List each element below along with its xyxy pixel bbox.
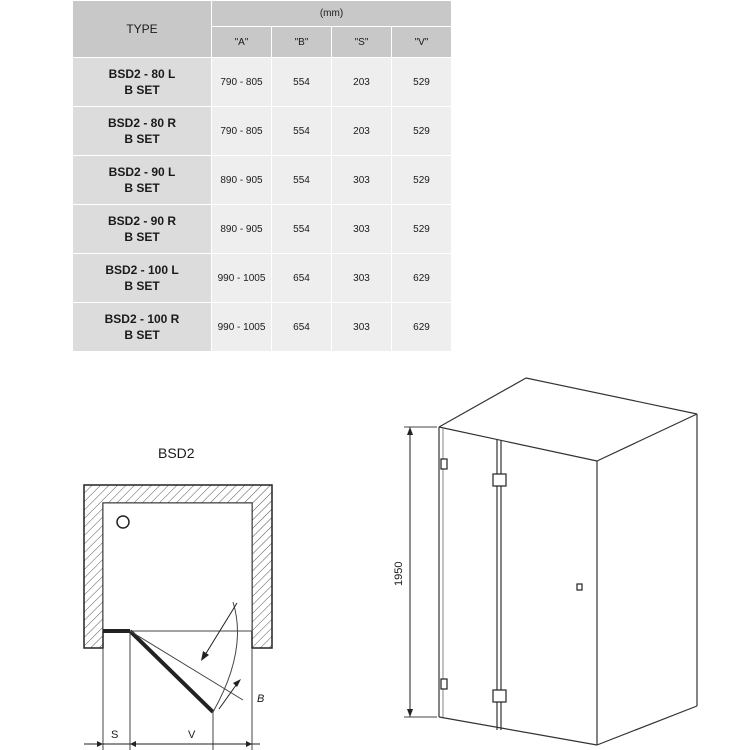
- dimension-s-arrow: [97, 741, 103, 747]
- value-s: 303: [332, 303, 392, 352]
- dimension-height-arrow: [407, 427, 413, 435]
- type-code: BSD2 - 80 L: [108, 67, 176, 81]
- dimension-v-arrow: [246, 741, 252, 747]
- elevation-view: [393, 378, 697, 745]
- type-set: B SET: [124, 132, 160, 146]
- type-code: BSD2 - 100 L: [105, 263, 179, 277]
- dimension-s-label: S: [111, 729, 119, 741]
- type-code: BSD2 - 90 L: [108, 165, 176, 179]
- value-a: 890 - 905: [212, 156, 272, 205]
- hinge-icon: [493, 690, 506, 702]
- type-set: B SET: [124, 181, 160, 195]
- plan-view: [84, 445, 272, 750]
- dimension-height-label: 1950: [393, 561, 405, 586]
- frame-edge: [439, 427, 597, 461]
- type-set: B SET: [124, 230, 160, 244]
- value-a: 790 - 805: [212, 107, 272, 156]
- value-b: 554: [272, 58, 332, 107]
- frame-edge: [597, 414, 697, 461]
- value-b: 654: [272, 254, 332, 303]
- type-code: BSD2 - 80 R: [107, 116, 177, 130]
- frame-edge: [597, 706, 697, 745]
- value-s: 303: [332, 254, 392, 303]
- column-header-s: "S": [332, 27, 392, 58]
- dimension-b-label: B: [257, 693, 265, 705]
- drain-icon: [117, 516, 129, 528]
- dimension-s-arrow: [130, 741, 136, 747]
- value-v: 529: [392, 156, 452, 205]
- door-handle-icon: [577, 584, 582, 590]
- unit-header: (mm): [212, 1, 452, 27]
- value-b: 554: [272, 205, 332, 254]
- plan-title: BSD2: [158, 445, 195, 461]
- column-header-a: "A": [212, 27, 272, 58]
- value-s: 303: [332, 156, 392, 205]
- value-v: 629: [392, 254, 452, 303]
- value-b: 554: [272, 107, 332, 156]
- value-v: 529: [392, 205, 452, 254]
- column-header-v: "V": [392, 27, 452, 58]
- value-a: 990 - 1005: [212, 254, 272, 303]
- swing-reference-line: [130, 631, 243, 700]
- frame-edge: [439, 717, 597, 745]
- door-leaf: [130, 631, 213, 712]
- dimension-height-arrow: [407, 709, 413, 717]
- value-b: 654: [272, 303, 332, 352]
- value-a: 790 - 805: [212, 58, 272, 107]
- value-a: 990 - 1005: [212, 303, 272, 352]
- value-s: 203: [332, 107, 392, 156]
- type-set: B SET: [124, 328, 160, 342]
- value-v: 629: [392, 303, 452, 352]
- type-set: B SET: [124, 83, 160, 97]
- hinge-icon: [441, 679, 447, 689]
- type-header: TYPE: [73, 1, 212, 58]
- value-s: 303: [332, 205, 392, 254]
- value-v: 529: [392, 58, 452, 107]
- frame-edge: [526, 378, 697, 414]
- hinge-icon: [493, 474, 506, 486]
- value-v: 529: [392, 107, 452, 156]
- value-s: 203: [332, 58, 392, 107]
- type-code: BSD2 - 90 R: [107, 214, 177, 228]
- type-set: B SET: [124, 279, 160, 293]
- value-b: 554: [272, 156, 332, 205]
- opening-arrow-head: [201, 651, 209, 661]
- dimension-v-label: V: [188, 729, 196, 741]
- dimension-b-arrow: [233, 679, 241, 687]
- value-a: 890 - 905: [212, 205, 272, 254]
- hinge-icon: [441, 459, 447, 469]
- column-header-b: "B": [272, 27, 332, 58]
- type-code: BSD2 - 100 R: [104, 312, 180, 326]
- frame-edge: [439, 378, 526, 427]
